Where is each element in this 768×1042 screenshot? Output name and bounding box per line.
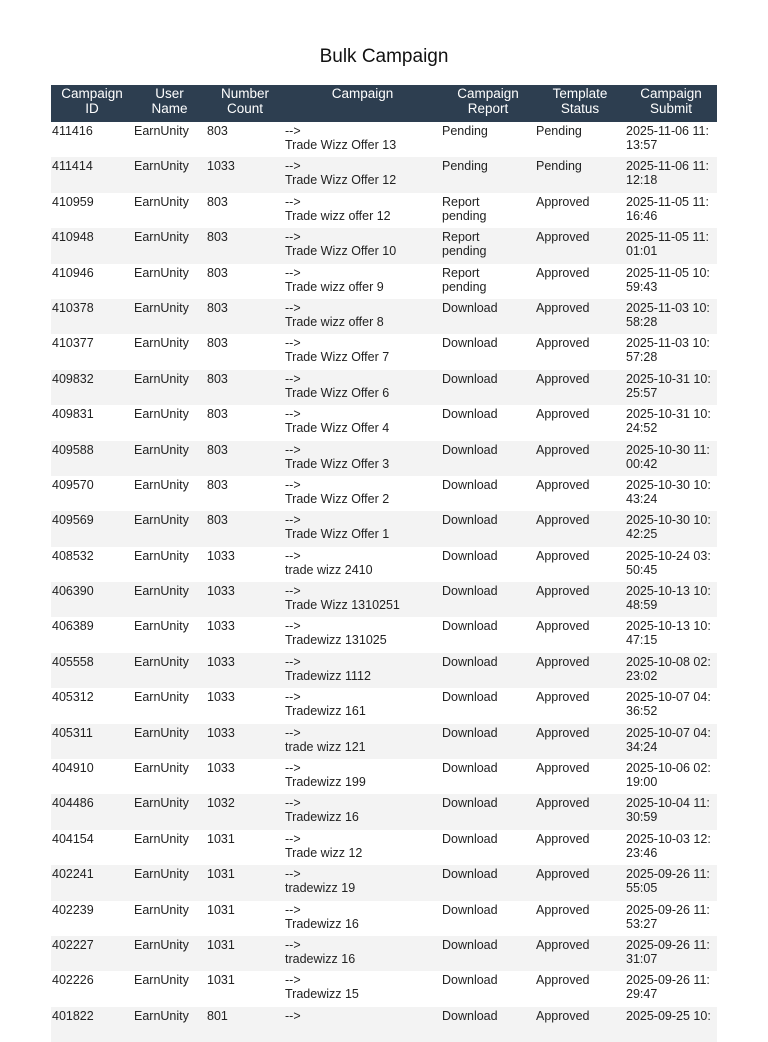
cell-campaign: --> Trade Wizz Offer 2 (285, 477, 390, 506)
cell-campaign-report: Report pending (442, 194, 487, 223)
cell-template-status: Approved (536, 619, 590, 634)
cell-campaign-report: Download (442, 690, 498, 705)
cell-number-count: 803 (206, 299, 284, 334)
cell-campaign-submit: 2025-11-05 11: 01:01 (625, 228, 717, 263)
cell-campaign-report: Download (442, 619, 498, 634)
cell-template-status: Approved (535, 1007, 625, 1042)
cell-template-status: Pending (535, 157, 625, 192)
table-row (51, 582, 717, 617)
cell-campaign-report: Download (441, 653, 535, 688)
cell-template-status: Approved (535, 724, 625, 759)
column-header-campaign-report: Campaign Report (441, 85, 535, 122)
cell-campaign: --> Tradewizz 161 (285, 690, 366, 719)
cell-number-count: 803 (207, 124, 228, 138)
cell-user-name: EarnUnity (133, 936, 206, 971)
cell-campaign-submit: 2025-10-13 10: 47:15 (626, 619, 711, 648)
cell-campaign-id: 409569 (51, 511, 133, 546)
table-row (51, 724, 717, 759)
cell-user-name: EarnUnity (134, 619, 189, 634)
cell-number-count: 1033 (207, 690, 235, 705)
cell-campaign-submit: 2025-09-26 11: 31:07 (625, 936, 717, 971)
cell-campaign-id: 409570 (52, 477, 94, 492)
page-title: Bulk Campaign (319, 46, 449, 67)
cell-template-status: Approved (535, 865, 625, 900)
table-row (51, 865, 717, 900)
cell-template-status: Approved (536, 265, 590, 280)
cell-template-status: Approved (535, 299, 625, 334)
cell-number-count: 1033 (206, 724, 284, 759)
cell-campaign: --> Trade Wizz Offer 13 (285, 124, 397, 152)
cell-user-name: EarnUnity (133, 299, 206, 334)
cell-campaign-submit: 2025-10-31 10: 24:52 (626, 407, 711, 436)
cell-campaign-submit: 2025-10-30 10: 42:25 (625, 511, 717, 546)
cell-campaign-report: Download (441, 582, 535, 617)
cell-campaign-report: Report pending (441, 228, 535, 263)
cell-campaign-id: 406389 (52, 619, 94, 634)
cell-campaign-report: Download (442, 407, 498, 422)
cell-campaign-report: Download (442, 761, 498, 776)
cell-number-count: 803 (207, 265, 228, 280)
cell-campaign-submit: 2025-11-06 11: 13:57 (626, 124, 709, 152)
cell-template-status: Approved (536, 194, 590, 209)
cell-number-count: 803 (207, 477, 228, 492)
cell-user-name: EarnUnity (134, 831, 189, 846)
cell-number-count: 1033 (206, 653, 284, 688)
cell-user-name: EarnUnity (133, 511, 206, 546)
cell-campaign-id: 410959 (52, 194, 94, 209)
cell-campaign-report: Download (441, 865, 535, 900)
cell-campaign-id: 406390 (51, 582, 133, 617)
table-row (51, 936, 717, 971)
cell-campaign-submit: 2025-11-03 10: 58:28 (625, 299, 717, 334)
cell-campaign: --> Tradewizz 16 (284, 794, 441, 829)
cell-campaign-submit: 2025-10-03 12: 23:46 (626, 831, 711, 860)
cell-campaign-id: 405311 (51, 724, 133, 759)
cell-campaign: --> Trade Wizz 1310251 (284, 582, 441, 617)
cell-number-count: 1033 (207, 761, 235, 776)
cell-campaign-submit: 2025-09-26 11: 55:05 (625, 865, 717, 900)
table-row (51, 441, 717, 476)
column-header-number-count: Number Count (206, 85, 284, 122)
cell-template-status: Approved (535, 582, 625, 617)
cell-campaign-report: Pending (441, 157, 535, 192)
cell-user-name: EarnUnity (133, 441, 206, 476)
cell-campaign-submit: 2025-10-24 03: 50:45 (626, 548, 711, 577)
cell-template-status: Approved (536, 902, 590, 917)
cell-campaign-submit: 2025-10-30 10: 43:24 (626, 477, 711, 506)
cell-campaign-id: 404154 (52, 831, 94, 846)
cell-campaign: --> (284, 1007, 441, 1042)
table-body (51, 122, 717, 1042)
cell-campaign: --> Tradewizz 15 (285, 973, 359, 1002)
cell-campaign: --> Trade wizz offer 8 (284, 299, 441, 334)
cell-campaign: --> trade wizz 2410 (285, 548, 373, 577)
cell-campaign: --> Trade Wizz Offer 1 (284, 511, 441, 546)
cell-campaign: --> Trade Wizz Offer 10 (284, 228, 441, 263)
cell-template-status: Approved (535, 653, 625, 688)
cell-campaign: --> Trade Wizz Offer 3 (284, 441, 441, 476)
cell-number-count: 1033 (207, 619, 235, 634)
cell-campaign: --> Tradewizz 199 (285, 761, 366, 790)
cell-number-count: 803 (206, 441, 284, 476)
table-row (51, 299, 717, 334)
cell-template-status: Pending (536, 124, 582, 138)
table-row (51, 794, 717, 829)
cell-user-name: EarnUnity (133, 724, 206, 759)
cell-campaign-report: Download (442, 973, 498, 988)
cell-number-count: 803 (206, 370, 284, 405)
cell-number-count: 1031 (206, 936, 284, 971)
cell-campaign-report: Download (442, 831, 498, 846)
cell-user-name: EarnUnity (134, 194, 189, 209)
cell-campaign-report: Download (441, 794, 535, 829)
table-row (51, 547, 717, 582)
cell-campaign-id: 411414 (51, 157, 133, 192)
cell-campaign-id: 402241 (51, 865, 133, 900)
cell-campaign-id: 404910 (52, 761, 94, 776)
cell-user-name: EarnUnity (134, 124, 189, 138)
cell-template-status: Approved (535, 441, 625, 476)
cell-user-name: EarnUnity (134, 477, 189, 492)
table-row (51, 901, 717, 936)
cell-campaign: --> Trade Wizz Offer 12 (284, 157, 441, 192)
cell-campaign-id: 402227 (51, 936, 133, 971)
table-row (51, 157, 717, 192)
cell-user-name: EarnUnity (134, 973, 189, 988)
cell-campaign-submit: 2025-09-26 11: 29:47 (626, 973, 710, 1002)
cell-campaign: --> Tradewizz 1112 (284, 653, 441, 688)
column-header-user-name: User Name (133, 85, 206, 122)
table-row (51, 264, 717, 299)
cell-user-name: EarnUnity (134, 690, 189, 705)
cell-template-status: Approved (536, 973, 590, 988)
cell-campaign-submit: 2025-11-05 10: 59:43 (626, 265, 710, 294)
cell-campaign: --> tradewizz 16 (284, 936, 441, 971)
table-row (51, 1007, 717, 1042)
cell-template-status: Approved (535, 370, 625, 405)
cell-template-status: Approved (536, 407, 590, 422)
cell-user-name: EarnUnity (133, 794, 206, 829)
cell-user-name: EarnUnity (133, 370, 206, 405)
cell-number-count: 1033 (207, 548, 235, 563)
cell-campaign-submit: 2025-10-04 11: 30:59 (625, 794, 717, 829)
cell-campaign-submit: 2025-10-13 10: 48:59 (625, 582, 717, 617)
cell-user-name: EarnUnity (134, 336, 189, 351)
cell-campaign-submit: 2025-10-31 10: 25:57 (625, 370, 717, 405)
cell-number-count: 803 (207, 407, 228, 422)
cell-campaign-report: Download (442, 336, 498, 351)
table-row (51, 405, 717, 440)
cell-campaign-submit: 2025-11-06 11: 12:18 (625, 157, 717, 192)
cell-campaign-submit: 2025-10-08 02: 23:02 (625, 653, 717, 688)
cell-campaign-report: Download (441, 299, 535, 334)
cell-campaign-id: 409831 (52, 407, 94, 422)
campaign-table (51, 85, 717, 1042)
cell-campaign: --> Trade wizz offer 9 (285, 265, 384, 294)
cell-user-name: EarnUnity (133, 157, 206, 192)
cell-user-name: EarnUnity (134, 407, 189, 422)
cell-campaign: --> Tradewizz 16 (285, 902, 359, 931)
column-header-campaign-submit: Campaign Submit (625, 85, 717, 122)
cell-campaign: --> Trade Wizz Offer 4 (285, 407, 390, 436)
cell-user-name: EarnUnity (133, 865, 206, 900)
cell-campaign-report: Download (442, 477, 498, 492)
table-row (51, 830, 717, 865)
cell-campaign: --> Trade wizz offer 12 (285, 194, 391, 223)
cell-campaign-submit: 2025-10-07 04: 34:24 (625, 724, 717, 759)
cell-campaign: --> tradewizz 19 (284, 865, 441, 900)
header-row (51, 85, 717, 122)
cell-campaign-submit: 2025-11-03 10: 57:28 (626, 336, 710, 365)
cell-template-status: Approved (536, 548, 590, 563)
table-row (51, 476, 717, 511)
cell-user-name: EarnUnity (133, 653, 206, 688)
cell-campaign-id: 404486 (51, 794, 133, 829)
cell-campaign-report: Download (441, 441, 535, 476)
cell-campaign-id: 402226 (52, 973, 94, 988)
cell-campaign: --> Trade wizz 12 (285, 831, 363, 860)
cell-campaign-id: 401822 (51, 1007, 133, 1042)
cell-number-count: 1033 (206, 582, 284, 617)
table-row (51, 122, 717, 157)
cell-number-count: 803 (207, 336, 228, 351)
cell-user-name: EarnUnity (134, 265, 189, 280)
cell-campaign-id: 405312 (52, 690, 94, 705)
cell-template-status: Approved (536, 690, 590, 705)
cell-campaign-submit: 2025-10-07 04: 36:52 (626, 690, 711, 719)
cell-campaign-id: 402239 (52, 902, 94, 917)
cell-user-name: EarnUnity (133, 582, 206, 617)
cell-campaign-id: 408532 (52, 548, 94, 563)
cell-user-name: EarnUnity (134, 902, 189, 917)
cell-template-status: Approved (535, 228, 625, 263)
cell-campaign-report: Download (441, 370, 535, 405)
cell-user-name: EarnUnity (134, 761, 189, 776)
cell-campaign-report: Download (442, 548, 498, 563)
cell-number-count: 803 (206, 228, 284, 263)
cell-campaign-submit: 2025-09-26 11: 53:27 (626, 902, 710, 931)
column-header-campaign: Campaign (284, 85, 441, 122)
cell-user-name: EarnUnity (134, 548, 189, 563)
cell-campaign-id: 405558 (51, 653, 133, 688)
table-row (51, 193, 717, 228)
cell-number-count: 803 (207, 194, 228, 209)
cell-campaign: --> Tradewizz 131025 (285, 619, 387, 648)
table-header (51, 85, 717, 122)
cell-campaign-id: 411416 (52, 124, 93, 138)
table-row (51, 653, 717, 688)
cell-campaign-id: 409588 (51, 441, 133, 476)
cell-campaign-id: 410377 (52, 336, 94, 351)
column-header-campaign-id: Campaign ID (51, 85, 133, 122)
column-header-template-status: Template Status (535, 85, 625, 122)
cell-campaign-report: Download (442, 902, 498, 917)
cell-campaign-id: 410946 (52, 265, 94, 280)
cell-number-count: 1031 (207, 831, 235, 846)
cell-campaign-report: Pending (442, 124, 488, 138)
cell-campaign: --> Trade Wizz Offer 6 (284, 370, 441, 405)
cell-campaign: --> trade wizz 121 (284, 724, 441, 759)
cell-campaign-report: Download (441, 936, 535, 971)
cell-campaign-id: 410948 (51, 228, 133, 263)
cell-template-status: Approved (536, 336, 590, 351)
cell-template-status: Approved (536, 761, 590, 776)
cell-user-name: EarnUnity (133, 1007, 206, 1042)
table-row (51, 334, 717, 369)
cell-campaign-id: 410378 (51, 299, 133, 334)
cell-template-status: Approved (535, 794, 625, 829)
cell-campaign-report: Report pending (442, 265, 487, 294)
cell-number-count: 803 (206, 511, 284, 546)
cell-campaign-id: 409832 (51, 370, 133, 405)
cell-campaign-submit: 2025-11-05 11: 16:46 (626, 194, 709, 223)
cell-template-status: Approved (536, 477, 590, 492)
cell-number-count: 1031 (207, 902, 235, 917)
cell-user-name: EarnUnity (133, 228, 206, 263)
cell-campaign-report: Download (441, 1007, 535, 1042)
cell-number-count: 1032 (206, 794, 284, 829)
cell-number-count: 1033 (206, 157, 284, 192)
cell-campaign: --> Trade Wizz Offer 7 (285, 336, 390, 365)
cell-campaign-report: Download (441, 724, 535, 759)
cell-template-status: Approved (536, 831, 590, 846)
table-row (51, 370, 717, 405)
cell-number-count: 801 (206, 1007, 284, 1042)
cell-number-count: 1031 (207, 973, 235, 988)
cell-campaign-submit: 2025-09-25 10: (625, 1007, 717, 1042)
cell-campaign-report: Download (441, 511, 535, 546)
table-row (51, 511, 717, 546)
cell-number-count: 1031 (206, 865, 284, 900)
table-row (51, 971, 717, 1006)
cell-template-status: Approved (535, 511, 625, 546)
cell-template-status: Approved (535, 936, 625, 971)
table-row (51, 688, 717, 723)
table-row (51, 228, 717, 263)
table-row (51, 617, 717, 652)
cell-campaign-submit: 2025-10-06 02: 19:00 (626, 761, 711, 790)
cell-campaign-submit: 2025-10-30 11: 00:42 (625, 441, 717, 476)
table-row (51, 759, 717, 794)
